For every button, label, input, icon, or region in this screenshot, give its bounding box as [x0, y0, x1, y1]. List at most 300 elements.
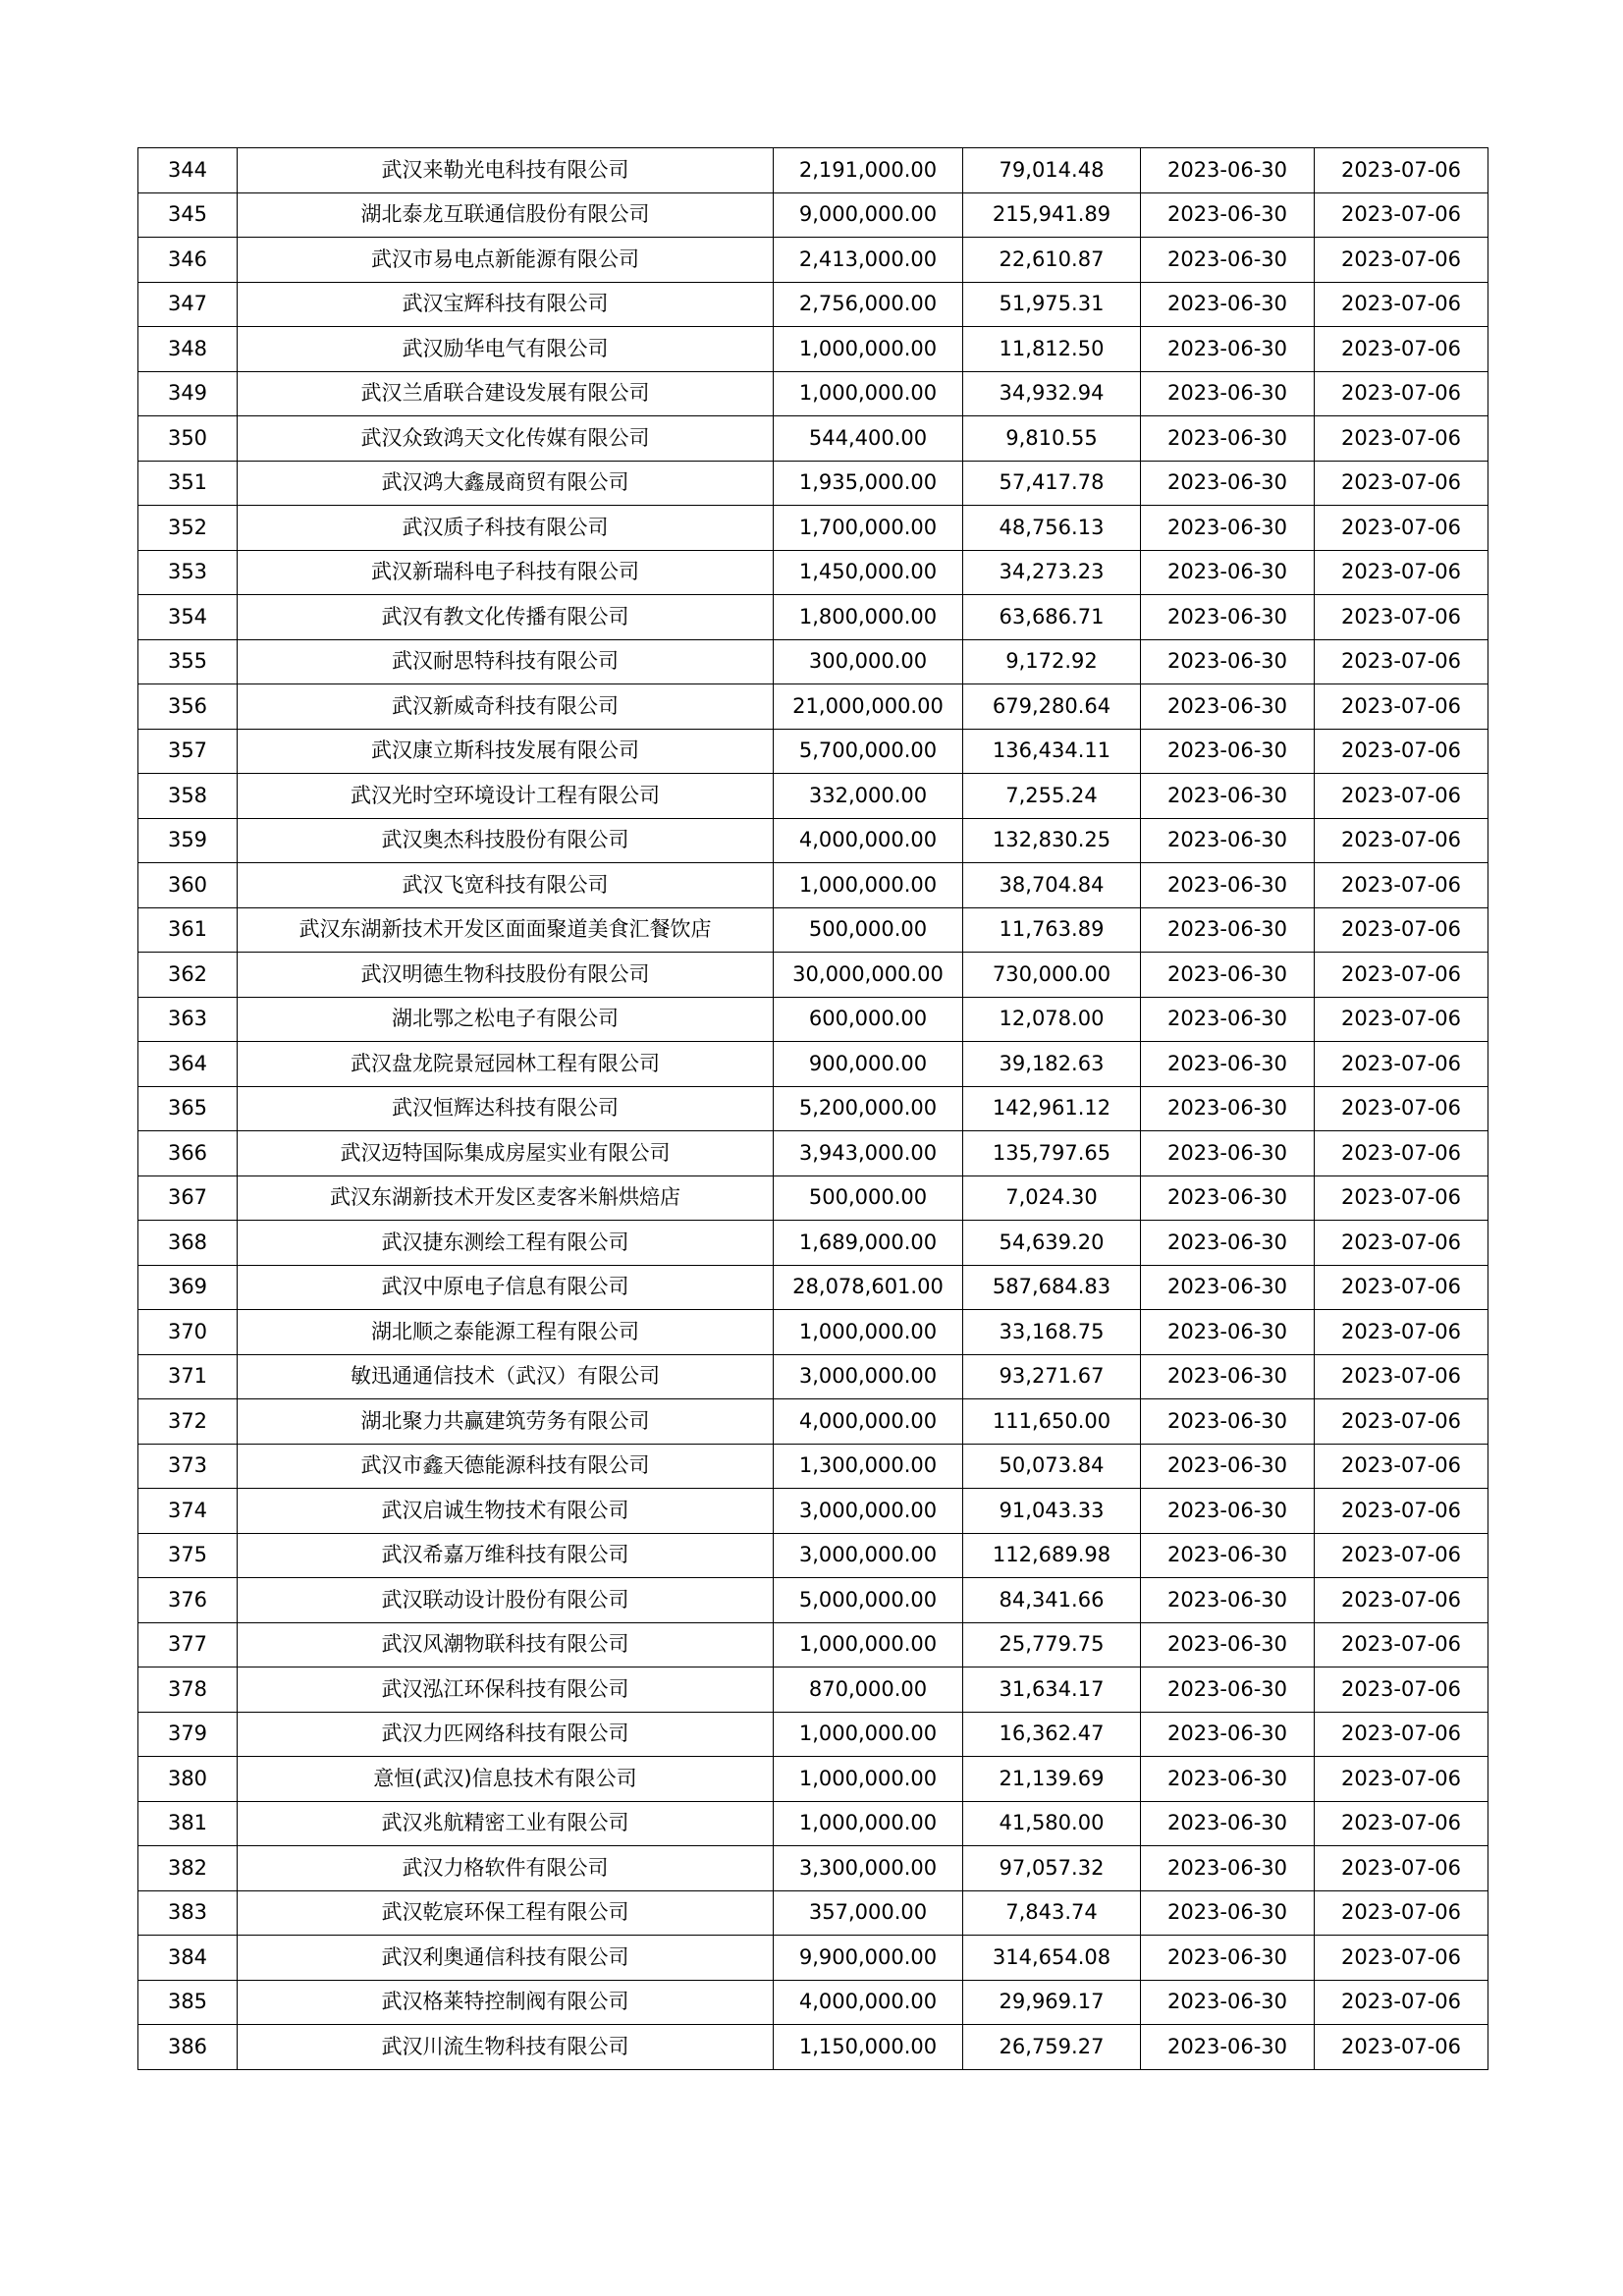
- table-row: [138, 1354, 1488, 1399]
- interest-cell: 9,172.92: [963, 639, 1141, 684]
- interest-cell: 39,182.63: [963, 1042, 1141, 1087]
- start-date-cell: 2023-06-30: [1141, 1310, 1315, 1355]
- amount-cell: 1,000,000.00: [774, 1712, 963, 1757]
- amount-cell: 4,000,000.00: [774, 818, 963, 863]
- amount-cell: 600,000.00: [774, 997, 963, 1042]
- end-date-cell: 2023-07-06: [1315, 907, 1488, 953]
- end-date-cell: 2023-07-06: [1315, 774, 1488, 819]
- company-name-cell: 武汉鸿大鑫晟商贸有限公司: [238, 461, 774, 506]
- amount-cell: 1,800,000.00: [774, 595, 963, 640]
- row-number-cell: 385: [138, 1980, 238, 2025]
- table-row: [138, 729, 1488, 774]
- end-date-cell: 2023-07-06: [1315, 1042, 1488, 1087]
- company-name-cell: 武汉耐思特科技有限公司: [238, 639, 774, 684]
- company-name-cell: 武汉兰盾联合建设发展有限公司: [238, 371, 774, 416]
- interest-cell: 41,580.00: [963, 1801, 1141, 1846]
- table-row: [138, 2025, 1488, 2070]
- table-row: [138, 953, 1488, 998]
- row-number-cell: 360: [138, 863, 238, 908]
- amount-cell: 3,000,000.00: [774, 1489, 963, 1534]
- amount-cell: 4,000,000.00: [774, 1399, 963, 1445]
- interest-cell: 215,941.89: [963, 192, 1141, 238]
- interest-cell: 51,975.31: [963, 282, 1141, 327]
- start-date-cell: 2023-06-30: [1141, 907, 1315, 953]
- start-date-cell: 2023-06-30: [1141, 953, 1315, 998]
- row-number-cell: 375: [138, 1533, 238, 1578]
- interest-cell: 112,689.98: [963, 1533, 1141, 1578]
- company-name-cell: 武汉明德生物科技股份有限公司: [238, 953, 774, 998]
- table-row: [138, 1131, 1488, 1176]
- end-date-cell: 2023-07-06: [1315, 1444, 1488, 1489]
- start-date-cell: 2023-06-30: [1141, 1936, 1315, 1981]
- start-date-cell: 2023-06-30: [1141, 1265, 1315, 1310]
- start-date-cell: 2023-06-30: [1141, 506, 1315, 551]
- row-number-cell: 366: [138, 1131, 238, 1176]
- company-name-cell: 武汉奥杰科技股份有限公司: [238, 818, 774, 863]
- company-name-cell: 武汉泓江环保科技有限公司: [238, 1667, 774, 1713]
- amount-cell: 9,900,000.00: [774, 1936, 963, 1981]
- end-date-cell: 2023-07-06: [1315, 1265, 1488, 1310]
- amount-cell: 1,000,000.00: [774, 327, 963, 372]
- start-date-cell: 2023-06-30: [1141, 1578, 1315, 1623]
- interest-cell: 33,168.75: [963, 1310, 1141, 1355]
- company-name-cell: 意恒(武汉)信息技术有限公司: [238, 1757, 774, 1802]
- company-name-cell: 武汉联动设计股份有限公司: [238, 1578, 774, 1623]
- interest-cell: 587,684.83: [963, 1265, 1141, 1310]
- end-date-cell: 2023-07-06: [1315, 327, 1488, 372]
- row-number-cell: 372: [138, 1399, 238, 1445]
- interest-cell: 22,610.87: [963, 238, 1141, 283]
- row-number-cell: 344: [138, 148, 238, 193]
- end-date-cell: 2023-07-06: [1315, 238, 1488, 283]
- company-name-cell: 武汉励华电气有限公司: [238, 327, 774, 372]
- interest-cell: 132,830.25: [963, 818, 1141, 863]
- end-date-cell: 2023-07-06: [1315, 282, 1488, 327]
- company-name-cell: 武汉川流生物科技有限公司: [238, 2025, 774, 2070]
- table-row: [138, 1399, 1488, 1445]
- amount-cell: 3,000,000.00: [774, 1354, 963, 1399]
- start-date-cell: 2023-06-30: [1141, 416, 1315, 462]
- row-number-cell: 367: [138, 1175, 238, 1221]
- row-number-cell: 346: [138, 238, 238, 283]
- amount-cell: 1,935,000.00: [774, 461, 963, 506]
- amount-cell: 300,000.00: [774, 639, 963, 684]
- row-number-cell: 345: [138, 192, 238, 238]
- company-name-cell: 武汉利奥通信科技有限公司: [238, 1936, 774, 1981]
- start-date-cell: 2023-06-30: [1141, 327, 1315, 372]
- interest-cell: 16,362.47: [963, 1712, 1141, 1757]
- start-date-cell: 2023-06-30: [1141, 192, 1315, 238]
- interest-cell: 7,843.74: [963, 1890, 1141, 1936]
- end-date-cell: 2023-07-06: [1315, 1399, 1488, 1445]
- amount-cell: 30,000,000.00: [774, 953, 963, 998]
- row-number-cell: 361: [138, 907, 238, 953]
- row-number-cell: 371: [138, 1354, 238, 1399]
- start-date-cell: 2023-06-30: [1141, 1980, 1315, 2025]
- row-number-cell: 355: [138, 639, 238, 684]
- interest-cell: 136,434.11: [963, 729, 1141, 774]
- row-number-cell: 384: [138, 1936, 238, 1981]
- row-number-cell: 357: [138, 729, 238, 774]
- end-date-cell: 2023-07-06: [1315, 1578, 1488, 1623]
- interest-cell: 34,273.23: [963, 550, 1141, 595]
- row-number-cell: 363: [138, 997, 238, 1042]
- row-number-cell: 365: [138, 1086, 238, 1131]
- amount-cell: 21,000,000.00: [774, 684, 963, 730]
- table-row: [138, 506, 1488, 551]
- table-row: [138, 1042, 1488, 1087]
- table-row: [138, 1489, 1488, 1534]
- start-date-cell: 2023-06-30: [1141, 1846, 1315, 1891]
- row-number-cell: 347: [138, 282, 238, 327]
- amount-cell: 544,400.00: [774, 416, 963, 462]
- table-row: [138, 1221, 1488, 1266]
- company-name-cell: 武汉希嘉万维科技有限公司: [238, 1533, 774, 1578]
- interest-cell: 111,650.00: [963, 1399, 1141, 1445]
- interest-cell: 84,341.66: [963, 1578, 1141, 1623]
- interest-cell: 34,932.94: [963, 371, 1141, 416]
- interest-cell: 29,969.17: [963, 1980, 1141, 2025]
- table-row: [138, 327, 1488, 372]
- company-name-cell: 湖北聚力共赢建筑劳务有限公司: [238, 1399, 774, 1445]
- start-date-cell: 2023-06-30: [1141, 550, 1315, 595]
- interest-cell: 63,686.71: [963, 595, 1141, 640]
- start-date-cell: 2023-06-30: [1141, 2025, 1315, 2070]
- row-number-cell: 352: [138, 506, 238, 551]
- table-row: [138, 863, 1488, 908]
- company-name-cell: 武汉市易电点新能源有限公司: [238, 238, 774, 283]
- row-number-cell: 348: [138, 327, 238, 372]
- row-number-cell: 351: [138, 461, 238, 506]
- end-date-cell: 2023-07-06: [1315, 863, 1488, 908]
- start-date-cell: 2023-06-30: [1141, 595, 1315, 640]
- start-date-cell: 2023-06-30: [1141, 1131, 1315, 1176]
- company-name-cell: 武汉风潮物联科技有限公司: [238, 1622, 774, 1667]
- table-row: [138, 997, 1488, 1042]
- row-number-cell: 381: [138, 1801, 238, 1846]
- table-row: [138, 1533, 1488, 1578]
- row-number-cell: 358: [138, 774, 238, 819]
- start-date-cell: 2023-06-30: [1141, 684, 1315, 730]
- row-number-cell: 349: [138, 371, 238, 416]
- start-date-cell: 2023-06-30: [1141, 1399, 1315, 1445]
- table-row: [138, 595, 1488, 640]
- table-row: [138, 371, 1488, 416]
- start-date-cell: 2023-06-30: [1141, 1086, 1315, 1131]
- amount-cell: 3,943,000.00: [774, 1131, 963, 1176]
- company-name-cell: 武汉东湖新技术开发区麦客米斛烘焙店: [238, 1175, 774, 1221]
- amount-cell: 1,300,000.00: [774, 1444, 963, 1489]
- table-row: [138, 1667, 1488, 1713]
- company-name-cell: 武汉格莱特控制阀有限公司: [238, 1980, 774, 2025]
- company-name-cell: 武汉质子科技有限公司: [238, 506, 774, 551]
- end-date-cell: 2023-07-06: [1315, 953, 1488, 998]
- amount-cell: 1,450,000.00: [774, 550, 963, 595]
- interest-cell: 91,043.33: [963, 1489, 1141, 1534]
- company-name-cell: 武汉来勒光电科技有限公司: [238, 148, 774, 193]
- amount-cell: 1,000,000.00: [774, 1801, 963, 1846]
- company-name-cell: 武汉启诚生物技术有限公司: [238, 1489, 774, 1534]
- start-date-cell: 2023-06-30: [1141, 1801, 1315, 1846]
- row-number-cell: 377: [138, 1622, 238, 1667]
- interest-cell: 79,014.48: [963, 148, 1141, 193]
- end-date-cell: 2023-07-06: [1315, 416, 1488, 462]
- end-date-cell: 2023-07-06: [1315, 1980, 1488, 2025]
- interest-cell: 135,797.65: [963, 1131, 1141, 1176]
- company-name-cell: 武汉光时空环境设计工程有限公司: [238, 774, 774, 819]
- table-row: [138, 1890, 1488, 1936]
- company-name-cell: 武汉众致鸿天文化传媒有限公司: [238, 416, 774, 462]
- company-name-cell: 湖北泰龙互联通信股份有限公司: [238, 192, 774, 238]
- amount-cell: 357,000.00: [774, 1890, 963, 1936]
- company-name-cell: 武汉恒辉达科技有限公司: [238, 1086, 774, 1131]
- start-date-cell: 2023-06-30: [1141, 1444, 1315, 1489]
- interest-cell: 31,634.17: [963, 1667, 1141, 1713]
- start-date-cell: 2023-06-30: [1141, 818, 1315, 863]
- table-row: [138, 192, 1488, 238]
- row-number-cell: 353: [138, 550, 238, 595]
- row-number-cell: 383: [138, 1890, 238, 1936]
- end-date-cell: 2023-07-06: [1315, 1712, 1488, 1757]
- interest-cell: 730,000.00: [963, 953, 1141, 998]
- table-row: [138, 282, 1488, 327]
- start-date-cell: 2023-06-30: [1141, 148, 1315, 193]
- amount-cell: 500,000.00: [774, 1175, 963, 1221]
- table-row: [138, 1936, 1488, 1981]
- row-number-cell: 379: [138, 1712, 238, 1757]
- table-row: [138, 1757, 1488, 1802]
- table-row: [138, 148, 1488, 193]
- company-name-cell: 湖北鄂之松电子有限公司: [238, 997, 774, 1042]
- row-number-cell: 364: [138, 1042, 238, 1087]
- company-name-cell: 武汉新瑞科电子科技有限公司: [238, 550, 774, 595]
- interest-cell: 50,073.84: [963, 1444, 1141, 1489]
- table-row: [138, 818, 1488, 863]
- row-number-cell: 359: [138, 818, 238, 863]
- start-date-cell: 2023-06-30: [1141, 1175, 1315, 1221]
- start-date-cell: 2023-06-30: [1141, 1622, 1315, 1667]
- company-name-cell: 武汉捷东测绘工程有限公司: [238, 1221, 774, 1266]
- amount-cell: 332,000.00: [774, 774, 963, 819]
- end-date-cell: 2023-07-06: [1315, 1086, 1488, 1131]
- end-date-cell: 2023-07-06: [1315, 506, 1488, 551]
- amount-cell: 3,300,000.00: [774, 1846, 963, 1891]
- company-name-cell: 武汉力格软件有限公司: [238, 1846, 774, 1891]
- table-row: [138, 461, 1488, 506]
- start-date-cell: 2023-06-30: [1141, 774, 1315, 819]
- interest-cell: 57,417.78: [963, 461, 1141, 506]
- start-date-cell: 2023-06-30: [1141, 371, 1315, 416]
- amount-cell: 1,150,000.00: [774, 2025, 963, 2070]
- amount-cell: 1,000,000.00: [774, 1310, 963, 1355]
- interest-cell: 11,812.50: [963, 327, 1141, 372]
- row-number-cell: 374: [138, 1489, 238, 1534]
- company-name-cell: 武汉新威奇科技有限公司: [238, 684, 774, 730]
- company-name-cell: 武汉市鑫天德能源科技有限公司: [238, 1444, 774, 1489]
- row-number-cell: 356: [138, 684, 238, 730]
- amount-cell: 28,078,601.00: [774, 1265, 963, 1310]
- end-date-cell: 2023-07-06: [1315, 1622, 1488, 1667]
- table-row: [138, 1265, 1488, 1310]
- interest-cell: 54,639.20: [963, 1221, 1141, 1266]
- row-number-cell: 370: [138, 1310, 238, 1355]
- amount-cell: 500,000.00: [774, 907, 963, 953]
- start-date-cell: 2023-06-30: [1141, 1221, 1315, 1266]
- end-date-cell: 2023-07-06: [1315, 684, 1488, 730]
- company-name-cell: 敏迅通通信技术（武汉）有限公司: [238, 1354, 774, 1399]
- end-date-cell: 2023-07-06: [1315, 148, 1488, 193]
- company-name-cell: 武汉兆航精密工业有限公司: [238, 1801, 774, 1846]
- row-number-cell: 368: [138, 1221, 238, 1266]
- interest-cell: 7,024.30: [963, 1175, 1141, 1221]
- amount-cell: 2,413,000.00: [774, 238, 963, 283]
- start-date-cell: 2023-06-30: [1141, 1533, 1315, 1578]
- amount-cell: 1,000,000.00: [774, 863, 963, 908]
- table-row: [138, 550, 1488, 595]
- company-name-cell: 武汉乾宸环保工程有限公司: [238, 1890, 774, 1936]
- interest-cell: 48,756.13: [963, 506, 1141, 551]
- amount-cell: 4,000,000.00: [774, 1980, 963, 2025]
- row-number-cell: 382: [138, 1846, 238, 1891]
- interest-cell: 26,759.27: [963, 2025, 1141, 2070]
- end-date-cell: 2023-07-06: [1315, 997, 1488, 1042]
- table-row: [138, 1712, 1488, 1757]
- company-name-cell: 武汉迈特国际集成房屋实业有限公司: [238, 1131, 774, 1176]
- amount-cell: 1,000,000.00: [774, 1757, 963, 1802]
- row-number-cell: 350: [138, 416, 238, 462]
- company-name-cell: 武汉飞宽科技有限公司: [238, 863, 774, 908]
- row-number-cell: 369: [138, 1265, 238, 1310]
- amount-cell: 1,700,000.00: [774, 506, 963, 551]
- end-date-cell: 2023-07-06: [1315, 1890, 1488, 1936]
- start-date-cell: 2023-06-30: [1141, 639, 1315, 684]
- company-name-cell: 武汉盘龙院景冠园林工程有限公司: [238, 1042, 774, 1087]
- end-date-cell: 2023-07-06: [1315, 1221, 1488, 1266]
- table-row: [138, 1086, 1488, 1131]
- table-row: [138, 238, 1488, 283]
- table-row: [138, 1444, 1488, 1489]
- start-date-cell: 2023-06-30: [1141, 1354, 1315, 1399]
- end-date-cell: 2023-07-06: [1315, 461, 1488, 506]
- table-body: [138, 148, 1488, 2070]
- interest-cell: 25,779.75: [963, 1622, 1141, 1667]
- end-date-cell: 2023-07-06: [1315, 1175, 1488, 1221]
- start-date-cell: 2023-06-30: [1141, 1042, 1315, 1087]
- start-date-cell: 2023-06-30: [1141, 1757, 1315, 1802]
- company-name-cell: 湖北顺之泰能源工程有限公司: [238, 1310, 774, 1355]
- start-date-cell: 2023-06-30: [1141, 1890, 1315, 1936]
- interest-cell: 21,139.69: [963, 1757, 1141, 1802]
- end-date-cell: 2023-07-06: [1315, 639, 1488, 684]
- row-number-cell: 376: [138, 1578, 238, 1623]
- end-date-cell: 2023-07-06: [1315, 1354, 1488, 1399]
- end-date-cell: 2023-07-06: [1315, 595, 1488, 640]
- interest-cell: 679,280.64: [963, 684, 1141, 730]
- table-row: [138, 1622, 1488, 1667]
- interest-cell: 38,704.84: [963, 863, 1141, 908]
- amount-cell: 1,000,000.00: [774, 371, 963, 416]
- company-name-cell: 武汉力匹网络科技有限公司: [238, 1712, 774, 1757]
- table-row: [138, 1801, 1488, 1846]
- data-table: [137, 147, 1488, 2070]
- amount-cell: 5,000,000.00: [774, 1578, 963, 1623]
- end-date-cell: 2023-07-06: [1315, 192, 1488, 238]
- start-date-cell: 2023-06-30: [1141, 461, 1315, 506]
- end-date-cell: 2023-07-06: [1315, 818, 1488, 863]
- amount-cell: 2,191,000.00: [774, 148, 963, 193]
- end-date-cell: 2023-07-06: [1315, 1846, 1488, 1891]
- start-date-cell: 2023-06-30: [1141, 863, 1315, 908]
- amount-cell: 870,000.00: [774, 1667, 963, 1713]
- end-date-cell: 2023-07-06: [1315, 550, 1488, 595]
- row-number-cell: 373: [138, 1444, 238, 1489]
- table-row: [138, 1578, 1488, 1623]
- row-number-cell: 362: [138, 953, 238, 998]
- company-name-cell: 武汉宝辉科技有限公司: [238, 282, 774, 327]
- interest-cell: 11,763.89: [963, 907, 1141, 953]
- interest-cell: 142,961.12: [963, 1086, 1141, 1131]
- end-date-cell: 2023-07-06: [1315, 1131, 1488, 1176]
- end-date-cell: 2023-07-06: [1315, 729, 1488, 774]
- company-name-cell: 武汉东湖新技术开发区面面聚道美食汇餐饮店: [238, 907, 774, 953]
- row-number-cell: 378: [138, 1667, 238, 1713]
- row-number-cell: 386: [138, 2025, 238, 2070]
- table-row: [138, 1846, 1488, 1891]
- table-row: [138, 907, 1488, 953]
- company-name-cell: 武汉中原电子信息有限公司: [238, 1265, 774, 1310]
- interest-cell: 93,271.67: [963, 1354, 1141, 1399]
- start-date-cell: 2023-06-30: [1141, 1712, 1315, 1757]
- amount-cell: 5,700,000.00: [774, 729, 963, 774]
- start-date-cell: 2023-06-30: [1141, 1489, 1315, 1534]
- table-row: [138, 1175, 1488, 1221]
- row-number-cell: 380: [138, 1757, 238, 1802]
- company-name-cell: 武汉有教文化传播有限公司: [238, 595, 774, 640]
- end-date-cell: 2023-07-06: [1315, 1310, 1488, 1355]
- interest-cell: 12,078.00: [963, 997, 1141, 1042]
- start-date-cell: 2023-06-30: [1141, 282, 1315, 327]
- end-date-cell: 2023-07-06: [1315, 371, 1488, 416]
- amount-cell: 1,000,000.00: [774, 1622, 963, 1667]
- end-date-cell: 2023-07-06: [1315, 1667, 1488, 1713]
- table-row: [138, 416, 1488, 462]
- amount-cell: 9,000,000.00: [774, 192, 963, 238]
- amount-cell: 1,689,000.00: [774, 1221, 963, 1266]
- table-row: [138, 684, 1488, 730]
- company-name-cell: 武汉康立斯科技发展有限公司: [238, 729, 774, 774]
- start-date-cell: 2023-06-30: [1141, 729, 1315, 774]
- amount-cell: 3,000,000.00: [774, 1533, 963, 1578]
- table-row: [138, 1310, 1488, 1355]
- end-date-cell: 2023-07-06: [1315, 2025, 1488, 2070]
- table-row: [138, 1980, 1488, 2025]
- interest-cell: 97,057.32: [963, 1846, 1141, 1891]
- amount-cell: 900,000.00: [774, 1042, 963, 1087]
- interest-cell: 7,255.24: [963, 774, 1141, 819]
- table-row: [138, 639, 1488, 684]
- end-date-cell: 2023-07-06: [1315, 1489, 1488, 1534]
- end-date-cell: 2023-07-06: [1315, 1533, 1488, 1578]
- amount-cell: 5,200,000.00: [774, 1086, 963, 1131]
- interest-cell: 314,654.08: [963, 1936, 1141, 1981]
- interest-cell: 9,810.55: [963, 416, 1141, 462]
- end-date-cell: 2023-07-06: [1315, 1801, 1488, 1846]
- start-date-cell: 2023-06-30: [1141, 238, 1315, 283]
- start-date-cell: 2023-06-30: [1141, 1667, 1315, 1713]
- row-number-cell: 354: [138, 595, 238, 640]
- start-date-cell: 2023-06-30: [1141, 997, 1315, 1042]
- end-date-cell: 2023-07-06: [1315, 1936, 1488, 1981]
